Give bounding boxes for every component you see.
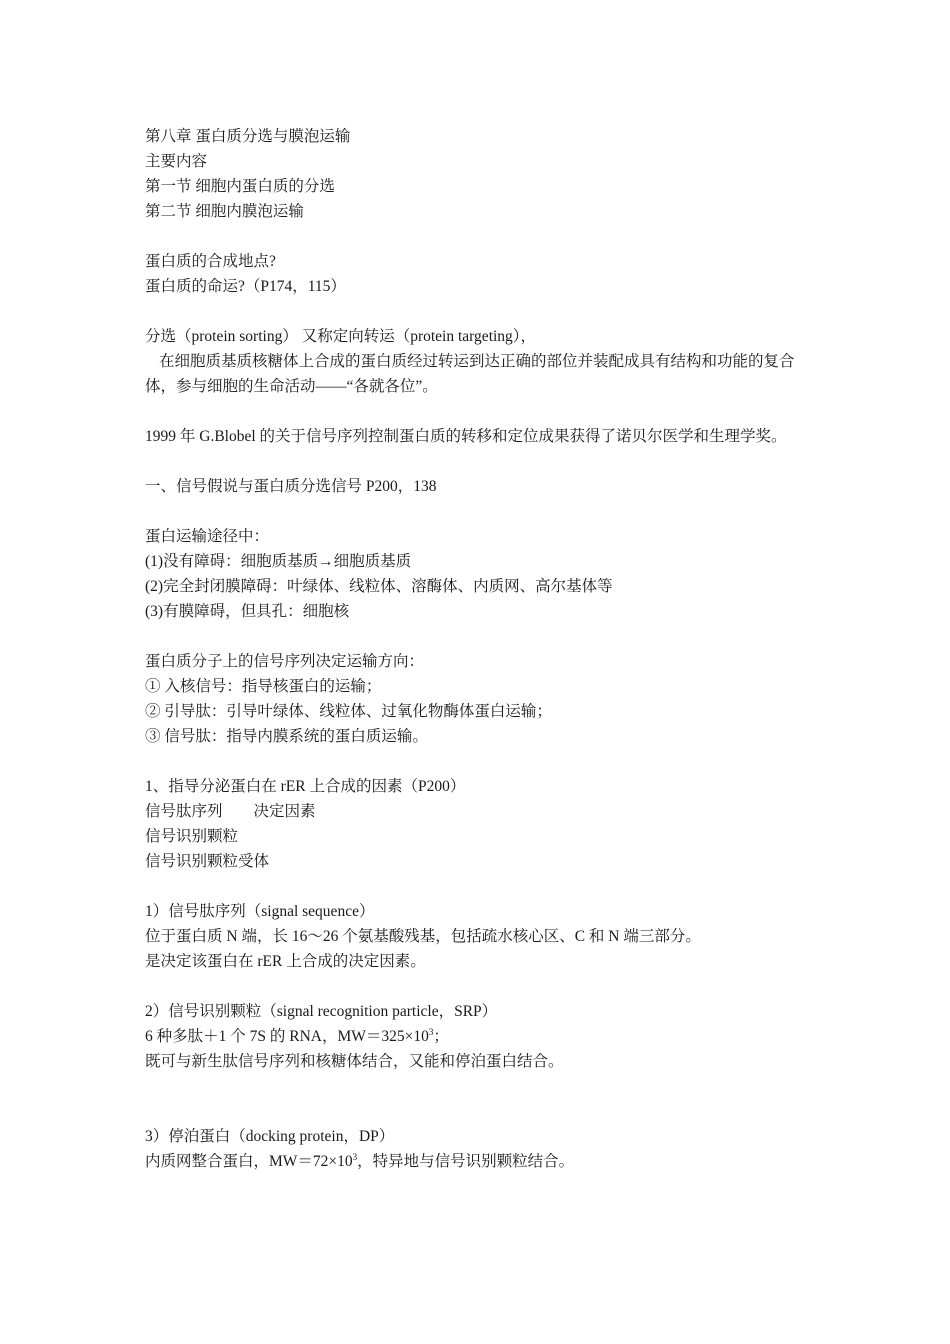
chapter-title: 第八章 蛋白质分选与膜泡运输 xyxy=(145,128,351,145)
signal-item-1: ① 入核信号：指导核蛋白的运输； xyxy=(145,678,382,695)
spacer xyxy=(145,299,815,324)
factor-item-2: 信号识别颗粒 xyxy=(145,828,239,845)
srp-exponent: 3 xyxy=(428,1026,434,1037)
spacer xyxy=(145,399,815,424)
docking-desc-end: ，特异地与信号识别颗粒结合。 xyxy=(357,1153,575,1170)
nobel-paragraph: 1999 年 G.Blobel 的关于信号序列控制蛋白质的转移和定位成果获得了诺贝尔医学和生理学奖。 xyxy=(145,428,787,445)
signal-item-3: ③ 信号肽：指导内膜系统的蛋白质运输。 xyxy=(145,728,428,745)
factor-item-1: 信号肽序列 决定因素 xyxy=(145,803,316,820)
document-body xyxy=(145,124,815,1174)
srp-heading: 2）信号识别颗粒（signal recognition particle，SRP） xyxy=(145,1003,498,1020)
spacer xyxy=(145,874,815,899)
signal-sequence-desc-1: 位于蛋白质 N 端，长 16～26 个氨基酸残基，包括疏水核心区、C 和 N 端三部分。 xyxy=(145,928,701,945)
signal-item-2: ② 引导肽：引导叶绿体、线粒体、过氧化物酶体蛋白运输； xyxy=(145,703,552,720)
question-protein-fate: 蛋白质的命运?（P174，115） xyxy=(145,278,346,295)
docking-exponent: 3 xyxy=(352,1151,358,1162)
section-1-title: 第一节 细胞内蛋白质的分选 xyxy=(145,178,335,195)
spacer xyxy=(145,499,815,524)
spacer xyxy=(145,749,815,774)
docking-protein-desc xyxy=(145,1149,815,1174)
heading-signal-hypothesis: 一、信号假说与蛋白质分选信号 P200，138 xyxy=(145,478,437,495)
route-item-3: (3)有膜障碍，但具孔：细胞核 xyxy=(145,603,350,620)
srp-desc-1-end: ； xyxy=(433,1028,449,1045)
signal-sequence-heading: 1）信号肽序列（signal sequence） xyxy=(145,903,375,920)
section-2-title: 第二节 细胞内膜泡运输 xyxy=(145,203,304,220)
docking-desc-text: 内质网整合蛋白，MW＝72×10 xyxy=(145,1153,353,1170)
docking-protein-heading: 3）停泊蛋白（docking protein，DP） xyxy=(145,1128,395,1145)
sorting-description: 在细胞质基质核糖体上合成的蛋白质经过转运到达正确的部位并装配成具有结构和功能的复合体，参与细胞的生命活动——“各就各位”。 xyxy=(145,353,795,395)
signal-sequence-desc-2: 是决定该蛋白在 rER 上合成的决定因素。 xyxy=(145,953,426,970)
srp-desc-1-text: 6 种多肽＋1 个 7S 的 RNA，MW＝325×10 xyxy=(145,1028,429,1045)
sorting-definition: 分选（protein sorting） 又称定向转运（protein targeting）， xyxy=(145,328,537,345)
srp-desc-1 xyxy=(145,1024,815,1049)
route-intro: 蛋白运输途径中： xyxy=(145,528,270,545)
spacer xyxy=(145,624,815,649)
spacer xyxy=(145,224,815,249)
factor-item-3: 信号识别颗粒受体 xyxy=(145,853,270,870)
srp-desc-2: 既可与新生肽信号序列和核糖体结合，又能和停泊蛋白结合。 xyxy=(145,1053,564,1070)
route-item-2: (2)完全封闭膜障碍：叶绿体、线粒体、溶酶体、内质网、高尔基体等 xyxy=(145,578,613,595)
route-item-1: (1)没有障碍：细胞质基质→细胞质基质 xyxy=(145,553,412,570)
factors-heading: 1、指导分泌蛋白在 rER 上合成的因素（P200） xyxy=(145,778,466,795)
spacer xyxy=(145,1074,815,1124)
question-synthesis-site: 蛋白质的合成地点? xyxy=(145,253,276,270)
signal-intro: 蛋白质分子上的信号序列决定运输方向： xyxy=(145,653,425,670)
main-content-label: 主要内容 xyxy=(145,153,208,170)
spacer xyxy=(145,974,815,999)
spacer xyxy=(145,449,815,474)
